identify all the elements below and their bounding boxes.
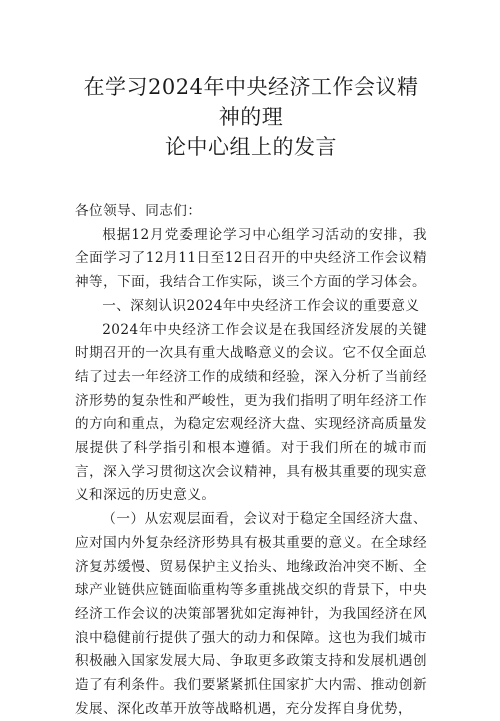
title-line-1: 在学习2024年中央经济工作会议精神的理: [83, 75, 419, 129]
section-heading-1: 一、深刻认识2024年中央经济工作会议的重要意义: [102, 297, 420, 314]
paragraph-significance: 2024年中央经济工作会议是在我国经济发展的关键时期召开的一次具有重大战略意义的会议。它不仅全面总结了过去一年经济工作的成绩和经验，深入分析了当前经济形势的复杂性和严峻性，更为我们指明了明年经济工作的方向和重点，为稳定宏观经济大盘、实现经济高质量发展提供了科学指引和根本遵循。对于我们所在的城市而言，深入学习贯彻这次会议精神，具有极其重要的现实意义和深远的历史意义。: [75, 321, 427, 504]
salutation: 各位领导、同志们：: [75, 203, 202, 219]
title-line-2: 论中心组上的发言: [165, 135, 337, 159]
paragraph-macro-level: （一）从宏观层面看，会议对于稳定全国经济大盘、应对国内外复杂经济形势具有极其重要的意义。在全球经济复苏缓慢、贸易保护主义抬头、地缘政治冲突不断、全球产业链供应链面临重构等多重挑战交织的背景下，中央经济工作会议的决策部署犹如定海神针，为我国经济在风浪中稳健前行提供了强大的动力和保障。这也为我们城市积极融入国家发展大局、争取更多政策支持和发展机遇创造了有利条件。我们要紧紧抓住国家扩大内需、推动创新发展、深化改革开放等战略机遇，充分发挥自身优势，: [75, 511, 427, 717]
document-title: [75, 72, 427, 162]
document-body: [75, 200, 427, 721]
paragraph-intro: 根据12月党委理论学习中心组学习活动的安排，我全面学习了12月11日至12日召开的中央经济工作会议精神等，下面，我结合工作实际，谈三个方面的学习体会。: [75, 226, 427, 291]
